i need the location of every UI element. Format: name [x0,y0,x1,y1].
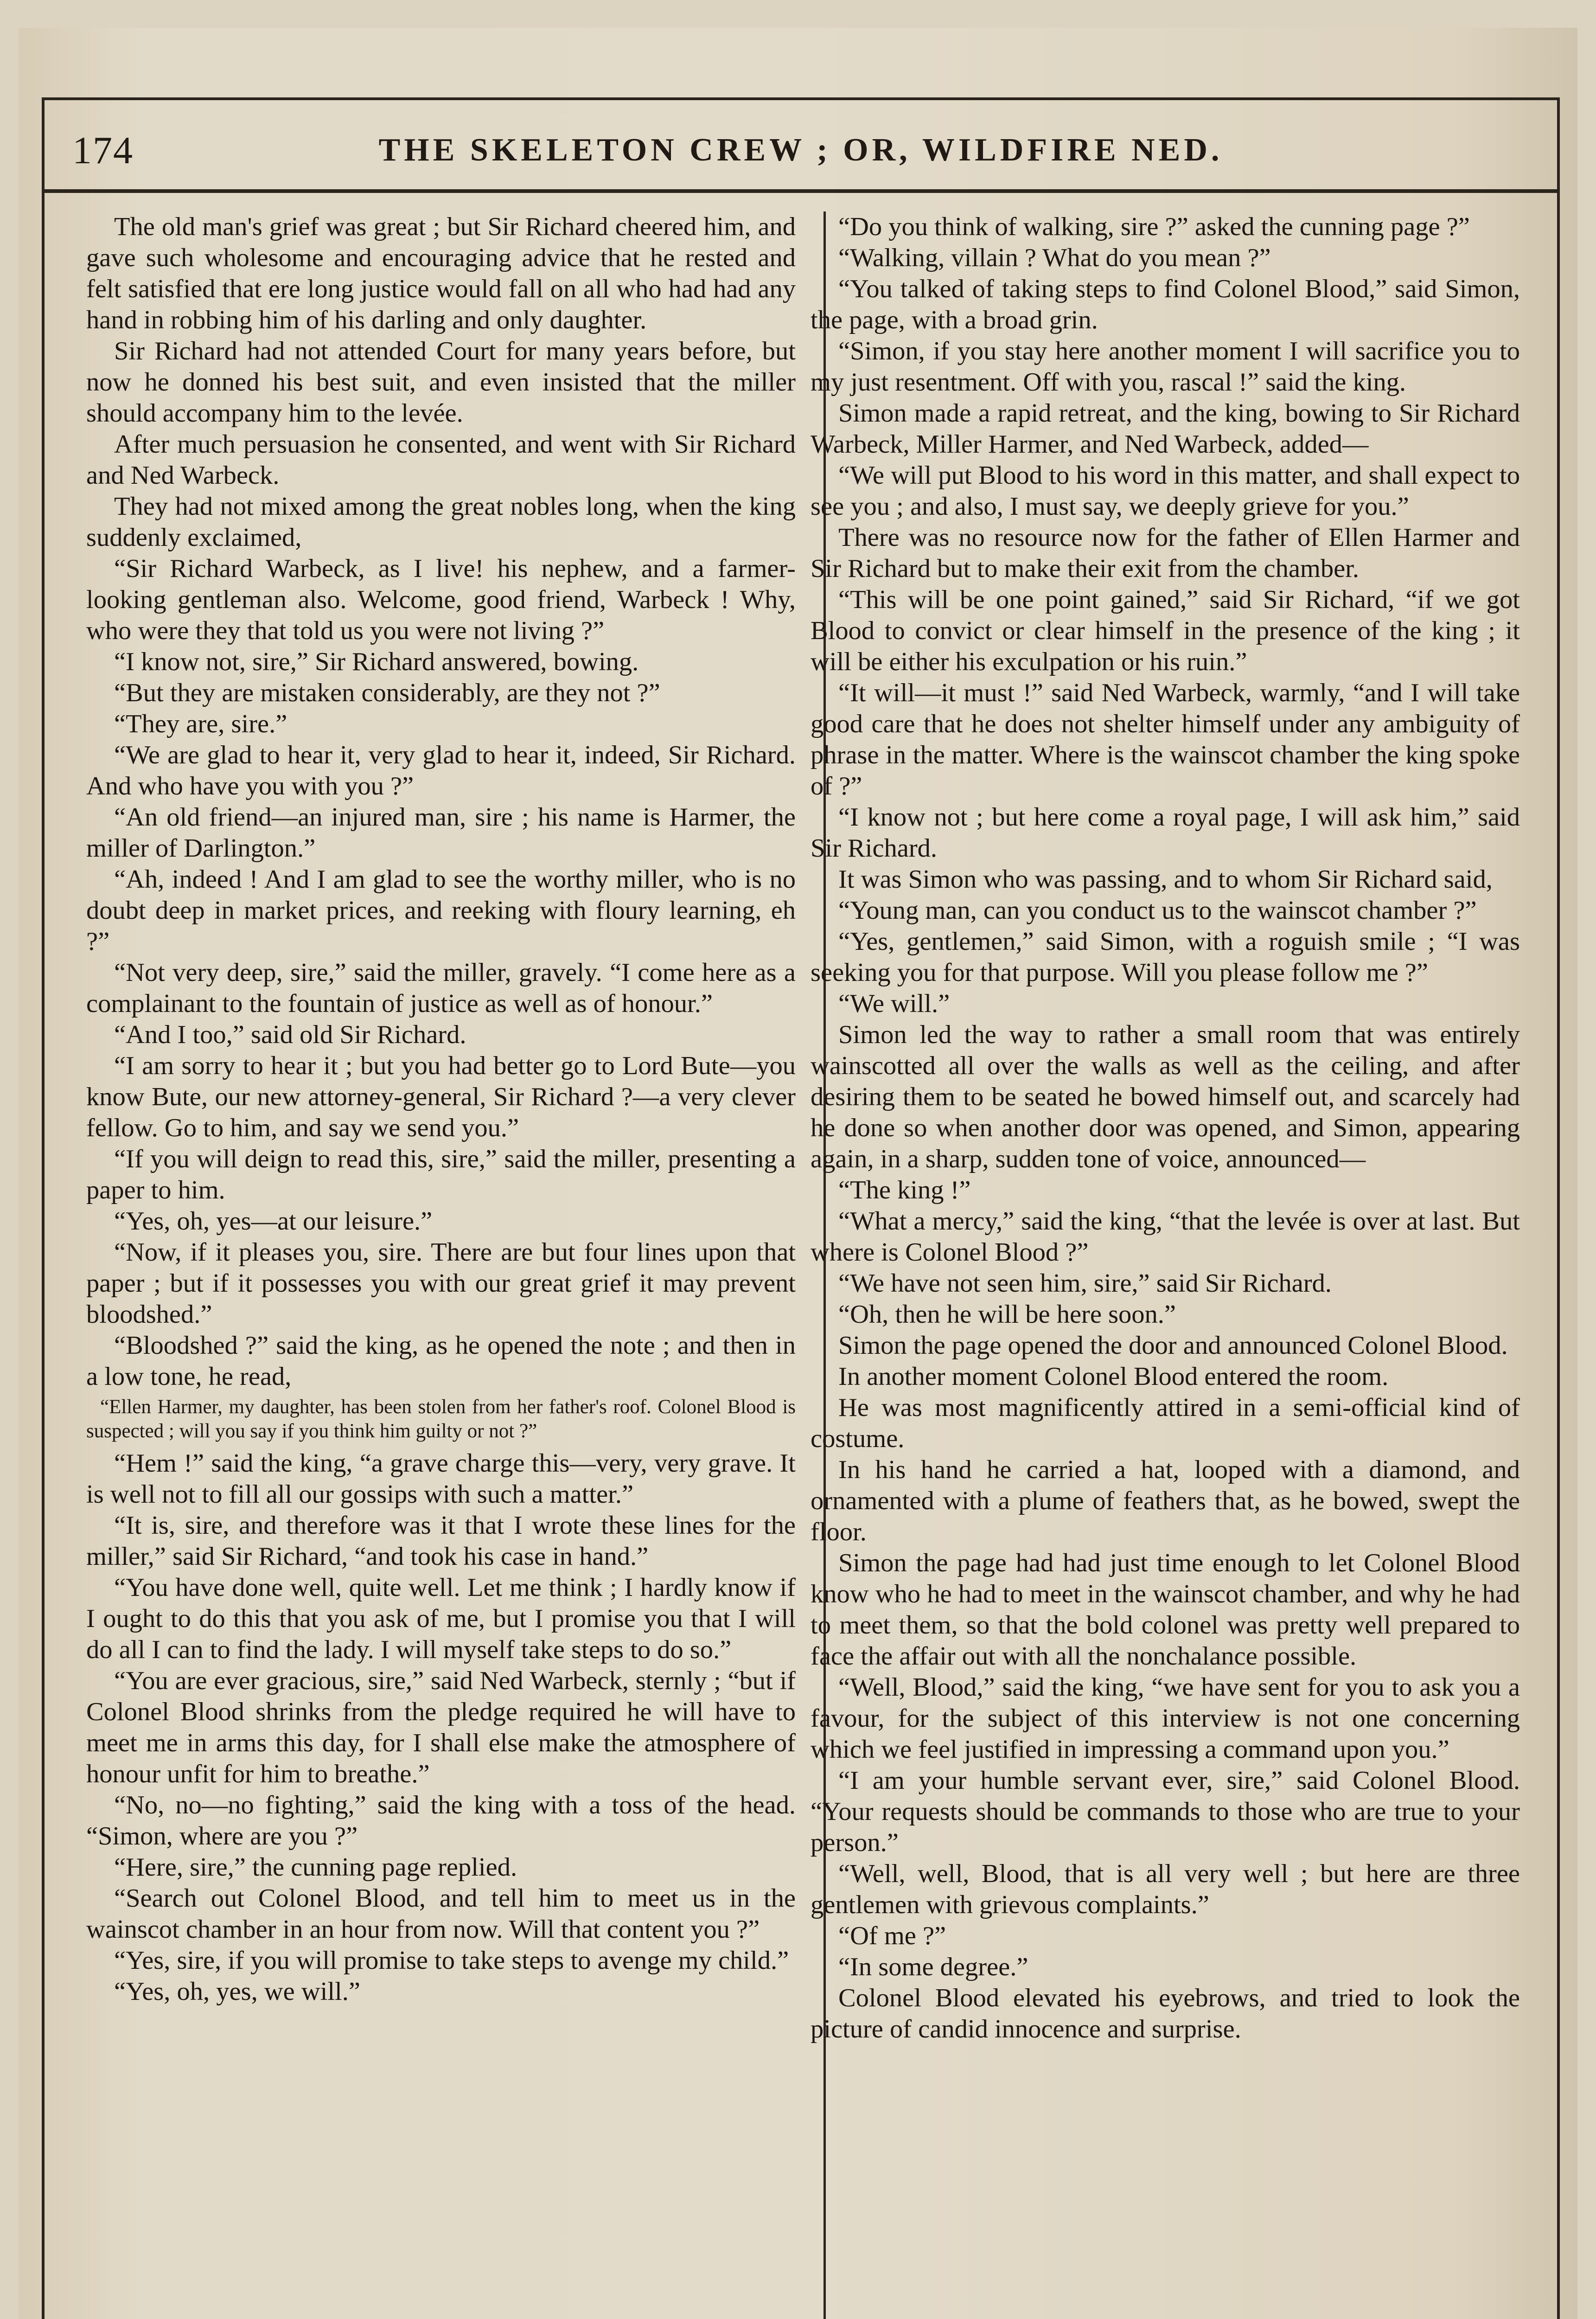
paragraph: “We are glad to hear it, very glad to hear it, indeed, Sir Richard. And who have you with you ?” [86,741,796,801]
paragraph: “What a mercy,” said the king, “that the levée is over at last. But where is Colonel Blood ?” [811,1207,1520,1267]
paragraph: After much persuasion he consented, and went with Sir Richard and Ned Warbeck. [86,430,796,490]
paragraph: “Yes, sire, if you will promise to take steps to avenge my child.” [114,1946,789,1975]
paragraph: “Yes, oh, yes, we will.” [114,1977,360,2006]
paragraph: “The king !” [838,1176,971,1204]
paragraph: “Well, Blood,” said the king, “we have sent for you to ask you a favour, for the subject of this interview is not one concerning which we feel justified in impressing a command upon you.” [811,1673,1520,1764]
paragraph: “Oh, then he will be here soon.” [838,1300,1176,1329]
page-frame [42,97,1560,2319]
paragraph: “Hem !” said the king, “a grave charge this—very, very grave. It is well not to fill all our gossips with such a matter.” [86,1449,796,1509]
paragraph: In his hand he carried a hat, looped with a diamond, and ornamented with a plume of feathers that, as he bowed, swept the floor. [811,1455,1520,1546]
paragraph: “Simon, if you stay here another moment I will sacrifice you to my just resentment. Off with you, rascal !” said the king. [811,337,1520,397]
paragraph: “Of me ?” [838,1922,946,1950]
paragraph: “This will be one point gained,” said Sir Richard, “if we got Blood to convict or clear himself in the presence of the king ; it will be either his exculpation or his ruin.” [811,585,1520,676]
paragraph: “We will.” [838,989,950,1018]
paragraph: “Young man, can you conduct us to the wainscot chamber ?” [838,896,1477,925]
paragraph: “Not very deep, sire,” said the miller, gravely. “I come here as a complainant to the fountain of justice as well as of honour.” [86,958,796,1018]
paragraph: “We have not seen him, sire,” said Sir Richard. [838,1269,1332,1298]
paragraph: “No, no—no fighting,” said the king with a toss of the head. “Simon, where are you ?” [86,1791,796,1851]
paragraph: “And I too,” said old Sir Richard. [114,1020,466,1049]
paragraph: Simon the page had had just time enough to let Colonel Blood know who he had to meet in the wainscot chamber, and why he had to meet them, so that the bold colonel was pretty well prepared to face the affair out with all the nonchalance possible. [811,1549,1520,1671]
paragraph: “Search out Colonel Blood, and tell him to meet us in the wainscot chamber in an hour from now. Will that content you ?” [86,1884,796,1944]
paragraph: “Well, well, Blood, that is all very well ; but here are three gentlemen with grievous complaints.” [811,1859,1520,1919]
paragraph: The old man's grief was great ; but Sir Richard cheered him, and gave such wholesome and encouraging advice that he rested and felt satisfied that ere long justice would fall on all who had had any hand in robbing him of his darling and only daughter. [86,212,796,334]
paragraph: “Ah, indeed ! And I am glad to see the worthy miller, who is no doubt deep in market prices, and reeking with floury learning, eh ?” [86,865,796,956]
text-columns [72,211,1529,2319]
paragraph: “Here, sire,” the cunning page replied. [114,1853,517,1882]
paragraph: “I am sorry to hear it ; but you had better go to Lord Bute—you know Bute, our new attorney-general, Sir Richard ?—a very clever fellow. Go to him, and say we send you.” [86,1051,796,1142]
header-rule [45,189,1557,193]
paragraph: “If you will deign to read this, sire,” said the miller, presenting a paper to him. [86,1145,796,1204]
paragraph: In another moment Colonel Blood entered the room. [838,1362,1389,1391]
paragraph: “Sir Richard Warbeck, as I live! his nephew, and a farmer-looking gentleman also. Welcome, good friend, Warbeck ! Why, who were they that told us you were not living ?” [86,554,796,645]
paragraph: Simon led the way to rather a small room that was entirely wainscotted all over the walls as well as the ceiling, and after desiring them to be seated he bowed himself out, and scarcely had he done so when another door was opened, and Simon, appearing again, in a sharp, sudden tone of voice, announced— [811,1020,1520,1173]
paragraph: “Do you think of walking, sire ?” asked the cunning page ?” [838,212,1470,241]
paragraph: “I know not ; but here come a royal page, I will ask him,” said Sir Richard. [811,803,1520,863]
paragraph: “An old friend—an injured man, sire ; his name is Harmer, the miller of Darlington.” [86,803,796,863]
paragraph: “But they are mistaken considerably, are they not ?” [114,679,660,707]
paragraph: It was Simon who was passing, and to whom Sir Richard said, [838,865,1493,894]
paragraph: “Yes, oh, yes—at our leisure.” [114,1207,433,1236]
page-number: 174 [72,129,134,172]
paragraph: “I know not, sire,” Sir Richard answered, bowing. [114,647,639,676]
quoted-note: “Ellen Harmer, my daughter, has been stolen from her father's roof. Colonel Blood is suspected ; will you say if you think him guilty or not ?” [86,1396,796,1442]
paragraph: “In some degree.” [838,1953,1028,1981]
right-column [811,211,1520,2319]
paragraph: “You have done well, quite well. Let me think ; I hardly know if I ought to do this that you ask of me, but I promise you that I will do all I can to find the lady. I will myself take steps to do so.” [86,1573,796,1664]
paragraph: There was no resource now for the father of Ellen Harmer and Sir Richard but to make their exit from the chamber. [811,523,1520,583]
paragraph: “It is, sire, and therefore was it that I wrote these lines for the miller,” said Sir Richard, “and took his case in hand.” [86,1511,796,1571]
left-column [86,211,796,2319]
page-header [45,100,1557,193]
paragraph: “Walking, villain ? What do you mean ?” [838,243,1271,272]
paragraph: Simon the page opened the door and announced Colonel Blood. [838,1331,1508,1360]
paragraph: Simon made a rapid retreat, and the king, bowing to Sir Richard Warbeck, Miller Harmer, and Ned Warbeck, added— [811,399,1520,459]
paragraph: “You talked of taking steps to find Colonel Blood,” said Simon, the page, with a broad grin. [811,275,1520,334]
paragraph: “They are, sire.” [114,710,287,738]
paragraph: Colonel Blood elevated his eyebrows, and tried to look the picture of candid innocence and surprise. [811,1984,1520,2044]
paragraph: “You are ever gracious, sire,” said Ned Warbeck, sternly ; “but if Colonel Blood shrinks from the pledge required he will have to meet me in arms this day, for I shall else make the atmosphere of honour unfit for him to breathe.” [86,1666,796,1788]
paragraph: “We will put Blood to his word in this matter, and shall expect to see you ; and also, I must say, we deeply grieve for you.” [811,461,1520,521]
paragraph: Sir Richard had not attended Court for many years before, but now he donned his best suit, and even insisted that the miller should accompany him to the levée. [86,337,796,428]
paragraph: “I am your humble servant ever, sire,” said Colonel Blood. “Your requests should be commands to those who are true to your person.” [811,1766,1520,1857]
paragraph: “Bloodshed ?” said the king, as he opened the note ; and then in a low tone, he read, [86,1331,796,1391]
paragraph: They had not mixed among the great nobles long, when the king suddenly exclaimed, [86,492,796,552]
running-title: THE SKELETON CREW ; OR, WILDFIRE NED. [378,132,1223,168]
paragraph: “Now, if it pleases you, sire. There are but four lines upon that paper ; but if it possesses you with our great grief it may prevent bloodshed.” [86,1238,796,1329]
paragraph: “It will—it must !” said Ned Warbeck, warmly, “and I will take good care that he does not shelter himself under any ambiguity of phrase in the matter. Where is the wainscot chamber the king spoke of ?” [811,679,1520,801]
paragraph: “Yes, gentlemen,” said Simon, with a roguish smile ; “I was seeking you for that purpose. Will you please follow me ?” [811,927,1520,987]
paragraph: He was most magnificently attired in a semi-official kind of costume. [811,1393,1520,1453]
